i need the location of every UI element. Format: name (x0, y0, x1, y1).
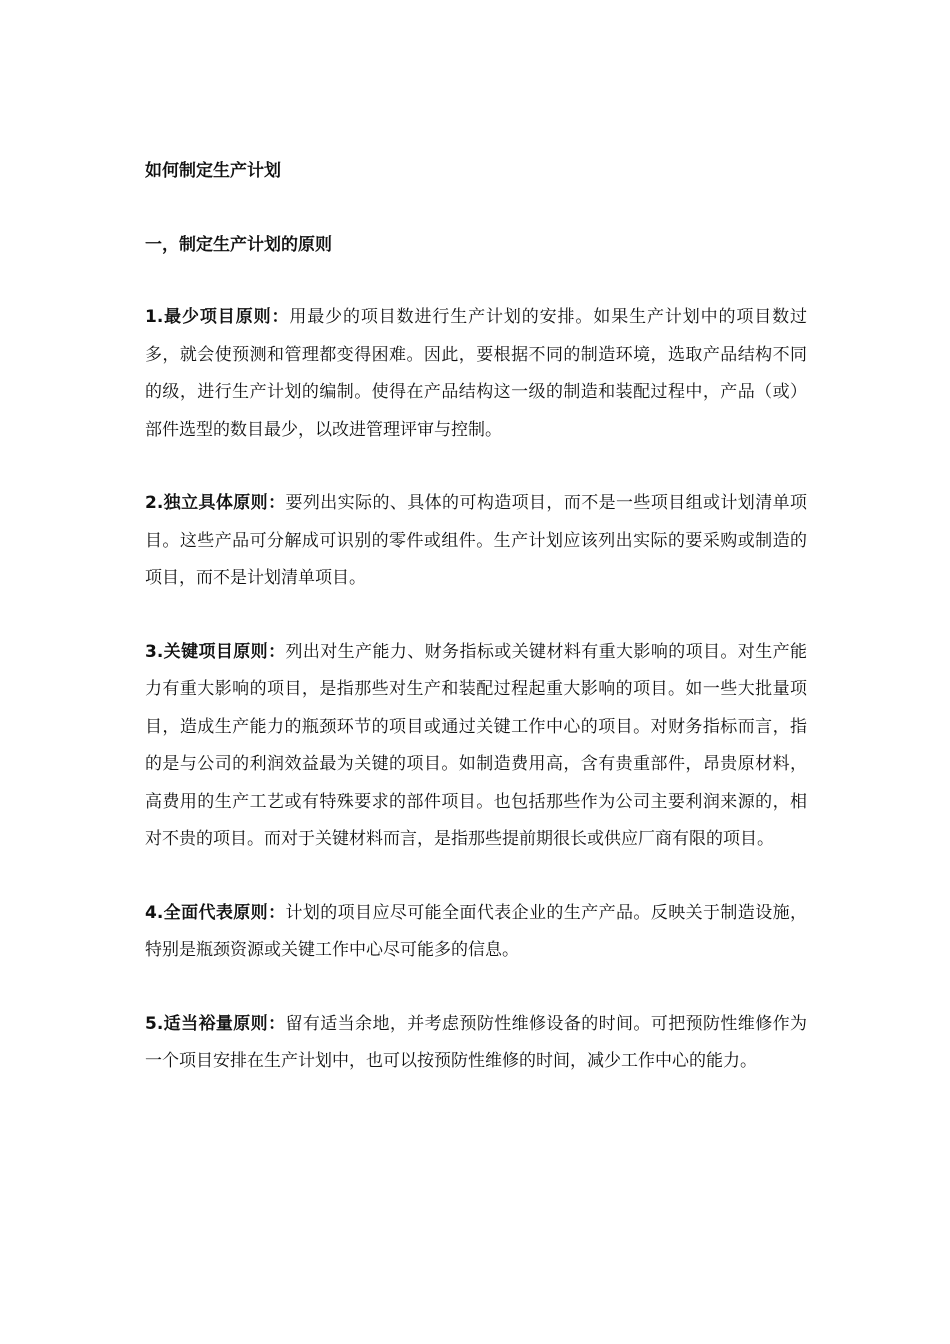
principle-minimum-items (145, 299, 807, 449)
document-title: 如何制定生产计划 (145, 161, 281, 181)
principle-text: 计划的项目应尽可能全面代表企业的生产产品。反映关于制造设施，特别是瓶颈资源或关键工作中心尽可能多的信息。 (145, 902, 807, 960)
principle-text: 列出对生产能力、财务指标或关键材料有重大影响的项目。对生产能力有重大影响的项目，是指那些对生产和装配过程起重大影响的项目。如一些大批量项目，造成生产能力的瓶颈环节的项目或通过关键工作中心的项目。对财务指标而言，指的是与公司的利润效益最为关键的项目。如制造费用高，含有贵重部件，昂贵原材料，高费用的生产工艺或有特殊要求的部件项目。也包括那些作为公司主要利润来源的，相对不贵的项目。而对于关键材料而言，是指那些提前期很长或供应厂商有限的项目。 (145, 641, 807, 849)
principle-text: 留有适当余地，并考虑预防性维修设备的时间。可把预防性维修作为一个项目安排在生产计划中，也可以按预防性维修的时间，减少工作中心的能力。 (145, 1013, 807, 1071)
principle-label: 1.最少项目原则： (145, 307, 290, 327)
principle-text: 要列出实际的、具体的可构造项目，而不是一些项目组或计划清单项目。这些产品可分解成可识别的零件或组件。生产计划应该列出实际的要采购或制造的项目，而不是计划清单项目。 (145, 493, 807, 588)
principle-independent-specific (145, 485, 807, 598)
principle-full-representation (145, 895, 807, 970)
principle-label: 3.关键项目原则： (145, 641, 286, 662)
principle-label: 4.全面代表原则： (145, 902, 286, 923)
principle-label: 2.独立具体原则： (145, 493, 286, 513)
document-body (145, 155, 807, 1117)
principle-key-items (145, 634, 807, 859)
section-heading: 一，制定生产计划的原则 (145, 235, 332, 255)
principle-label: 5.适当裕量原则： (145, 1013, 286, 1034)
principle-appropriate-margin (145, 1006, 807, 1081)
principle-text: 用最少的项目数进行生产计划的安排。如果生产计划中的项目数过多，就会使预测和管理都变得困难。因此，要根据不同的制造环境，选取产品结构不同的级，进行生产计划的编制。使得在产品结构这一级的制造和装配过程中，产品（或）部件选型的数目最少，以改进管理评审与控制。 (145, 307, 808, 440)
